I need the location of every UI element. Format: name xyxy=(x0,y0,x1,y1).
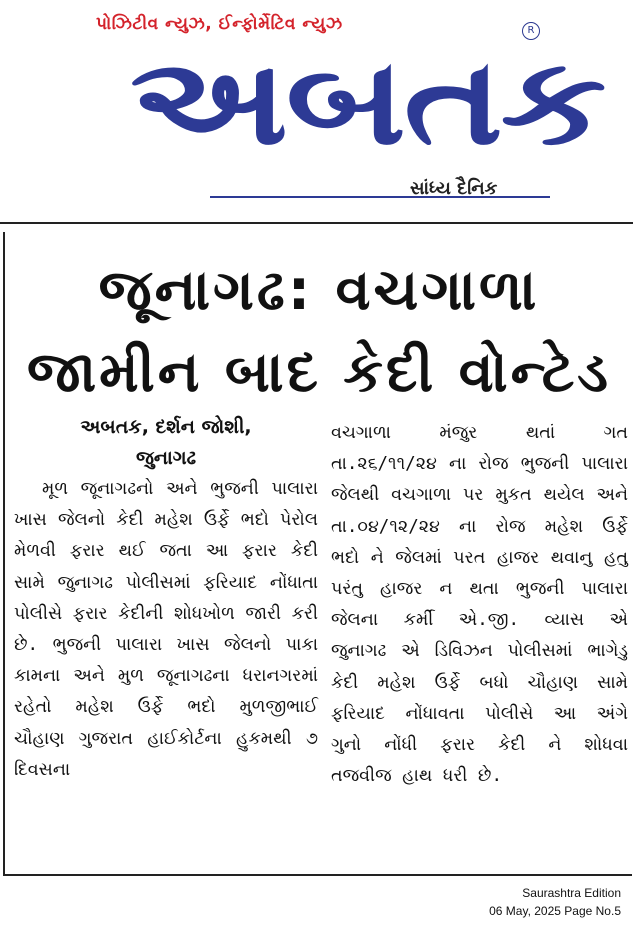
masthead xyxy=(0,0,633,222)
logo-underline xyxy=(210,196,550,198)
article-body-right: વચગાળા મંજુર થતાં ગત તા.૨૬/૧૧/૨૪ ના રોજ ભુજની પાલારા જેલથી વચગાળા પર મુકત થયેલ અને તા.૦૪/૧૨/૨૪ ના રોજ મહેશ ઉર્ફે ભદો ને જેલમાં પરત હાજર થવાનુ હતુ પરંતુ હાજર ન થતા ભુજની પાલારા જેલના કર્મી એ.જી. વ્યાસ એ જુનાગઢ એ ડિવિઝન પોલીસમાં ભાગેડુ કેદી મહેશ ઉર્ફે બધો ચૌહાણ સામે ફરિયાદ નોંધાવતા પોલીસે આ અંગે ગુનો નોંધી ફરાર કેદી ને શોધવા તજવીજ હાથ ધરી છે. xyxy=(331,423,628,787)
article-headline xyxy=(14,250,624,414)
masthead-tagline: પોઝિટીવ ન્યુઝ, ઈન્ફોર્મેટિવ ન્યુઝ xyxy=(96,14,343,34)
byline-author: અબતક, દર્શન જોશી, xyxy=(80,416,252,438)
masthead-divider xyxy=(0,222,633,224)
newspaper-logo: અબતક xyxy=(129,33,605,172)
footer-edition: Saurashtra Edition xyxy=(522,886,621,900)
page-footer xyxy=(489,884,621,920)
edition-type: સાંધ્ય દૈનિક xyxy=(410,178,498,199)
article-column-right xyxy=(331,418,628,792)
article-column-left xyxy=(14,412,318,786)
footer-date-page: 06 May, 2025 Page No.5 xyxy=(489,904,621,918)
headline-line-1: જૂનાગઢ: વચગાળા xyxy=(98,258,540,323)
byline-location: જુનાગઢ xyxy=(135,447,197,469)
article-body-left: મૂળ જૂનાગઢનો અને ભુજની પાલારા ખાસ જેલનો કેદી મહેશ ઉર્ફે ભદો પેરોલ મેળવી ફરાર થઈ જતા આ ફરાર કેદી સામે જુનાગઢ પોલીસમાં ફરિયાદ નોંધાતા પોલીસે ફરાર કેદીની શોધખોળ જારી કરી છે. ભુજની પાલારા ખાસ જેલનો પાકા કામના અને મુળ જૂનાગઢના ધરાનગરમાં રહેતો મહેશ ઉર્ફે ભદો મુળજીભાઈ ચૌહાણ ગુજરાત હાઈકોર્ટના હુકમથી ૭ દિવસના xyxy=(14,479,318,780)
headline-line-2: જામીન બાદ કેદી વોન્ટેડ xyxy=(26,340,612,405)
registered-trademark-icon: R xyxy=(522,22,540,40)
